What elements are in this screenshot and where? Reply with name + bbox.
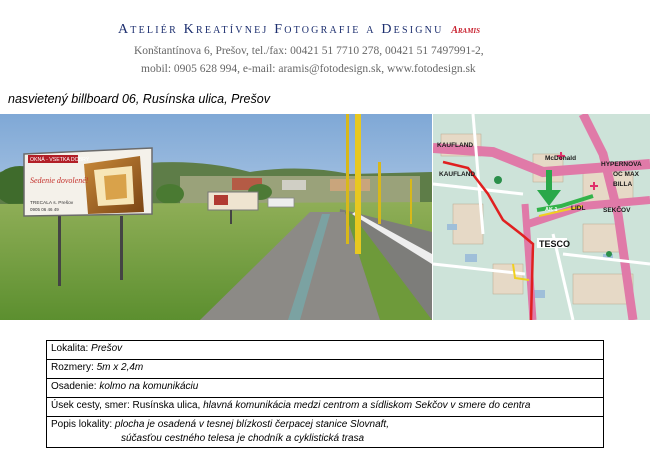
map-label-kaufland: KAUFLAND <box>437 142 474 149</box>
usek-value-street: Rusínska ulica, <box>132 400 204 411</box>
map-label-mcdonald: McDonald <box>545 155 577 162</box>
billboard-leg <box>58 214 61 286</box>
map-label-lidl: LIDL <box>571 205 586 212</box>
osadenie-label: Osadenie: <box>51 381 97 392</box>
distant-billboard <box>268 198 294 207</box>
billboard-slogan: Sedenie dovolené! <box>30 176 89 185</box>
osadenie-value: kolmo na komunikáciu <box>99 381 199 392</box>
billboard-leg <box>230 210 232 224</box>
light-pole <box>378 162 381 224</box>
billboard-brand: TRECALA s. Prešov <box>30 201 74 206</box>
rozmery-label: Rozmery: <box>51 362 94 373</box>
info-icon <box>606 251 612 257</box>
info-cell <box>47 341 604 360</box>
billboard-info-table <box>46 340 604 448</box>
light-pole <box>410 179 412 224</box>
popis-label: Popis lokality: <box>51 419 113 430</box>
address-line: Konštantínova 6, Prešov, tel./fax: 00421 51 7710 278, 00421 51 7497991-2, <box>134 45 484 57</box>
info-row <box>47 341 604 360</box>
map-label-ocmax: OC MAX <box>613 171 639 178</box>
map-label-sekcov: SEKČOV <box>603 207 631 214</box>
location-map <box>433 114 650 320</box>
distant-billboard-art <box>214 195 228 205</box>
info-cell <box>47 360 604 379</box>
map-label-tesco: TESCO <box>539 239 571 249</box>
map-marker-label: AK 1 <box>545 207 558 213</box>
main-billboard <box>24 148 152 216</box>
info-icon <box>494 176 502 184</box>
billboard-phone: 0905 06 46 49 <box>30 207 59 212</box>
photo-scene <box>0 114 432 320</box>
lokalita-label: Lokalita: <box>51 343 89 354</box>
contact-line: mobil: 0905 628 994, e-mail: aramis@fotodesign.sk, www.fotodesign.sk <box>141 63 476 75</box>
usek-value-desc: hlavná komunikácia medzi centrom a sídliskom Sekčov v smere do centra <box>203 400 531 411</box>
map-label-billa: BILLA <box>613 181 633 188</box>
info-cell <box>47 398 604 417</box>
billboard-leg <box>120 216 123 280</box>
light-pole <box>355 114 361 254</box>
company-name <box>118 22 638 38</box>
light-pole <box>346 114 349 244</box>
company-title: Ateliér Kreatívnej Fotografie a Designu <box>118 22 444 37</box>
popis-value-line2: súčasťou cestného telesa je chodník a cyklistická trasa <box>121 433 365 444</box>
map-label-hypernova: HYPERNOVA <box>601 161 642 168</box>
billboard-title: OKNÁ - VSETKA DOBRÝ <box>30 157 90 163</box>
lokalita-value: Prešov <box>91 343 123 354</box>
popis-value-line1: plocha je osadená v tesnej blízkosti čerpacej stanice Slovnaft, <box>114 419 389 430</box>
billboard-caption: nasvietený billboard 06, Rusínska ulica, Prešov <box>8 92 270 106</box>
tree <box>156 184 184 204</box>
aramis-logo: Aramis <box>451 25 481 36</box>
usek-label: Úsek cesty, smer: <box>51 400 130 411</box>
building <box>330 179 370 191</box>
building <box>282 180 306 190</box>
info-row <box>47 398 604 417</box>
info-row <box>47 417 604 448</box>
info-row <box>47 360 604 379</box>
rozmery-value: 5m x 2,4m <box>96 362 144 373</box>
info-cell <box>47 417 604 448</box>
info-cell <box>47 379 604 398</box>
map-label-kaufland: KAUFLAND <box>439 171 476 178</box>
info-row <box>47 379 604 398</box>
map-graphic <box>433 114 650 320</box>
location-photo <box>0 114 432 320</box>
